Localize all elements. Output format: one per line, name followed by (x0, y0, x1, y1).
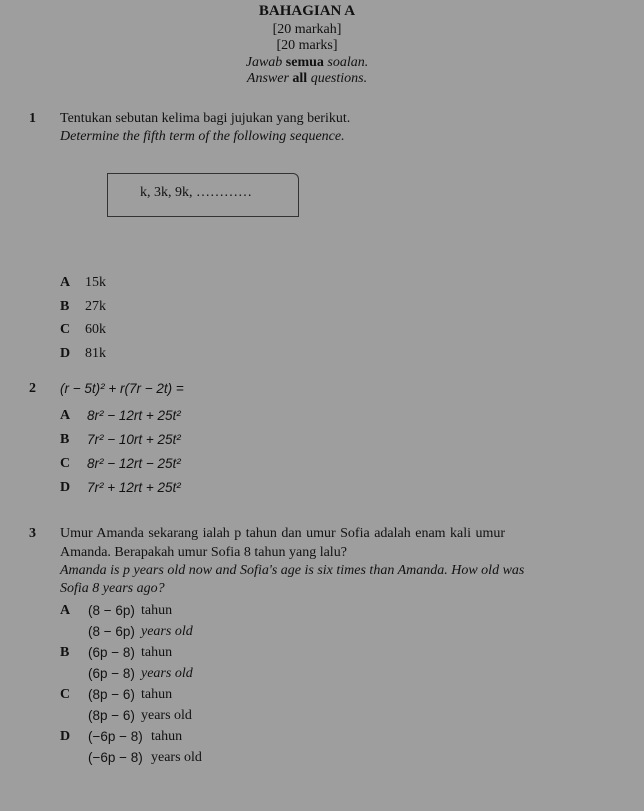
option-letter: B (60, 432, 70, 447)
option-text: 60k (85, 322, 106, 337)
option-expression: (−6p − 8) (88, 729, 143, 744)
option-unit-ms: tahun (141, 645, 173, 660)
option-letter: A (60, 408, 71, 423)
q1-number: 1 (29, 111, 36, 126)
instruction-ms: Jawab semua soalan. (245, 55, 369, 70)
q2-expression: (r − 5t)² + r(7r − 2t) = (60, 381, 184, 396)
option-unit-ms: tahun (141, 603, 173, 618)
option-letter: C (60, 456, 71, 471)
marks-ms: [20 markah] (272, 22, 342, 37)
option-expression-en: (8p − 6) (88, 708, 135, 723)
q1-text-en: Determine the fifth term of the following sequence. (60, 129, 345, 144)
option-text: 8r² − 12rt + 25t² (87, 408, 181, 423)
option-letter: A (60, 603, 71, 618)
option-letter: D (60, 345, 71, 361)
option-letter: C (60, 322, 71, 337)
option-text: 7r² + 12rt + 25t² (87, 480, 181, 495)
option-expression-en: (6p − 8) (88, 666, 135, 681)
option-letter: C (60, 687, 71, 702)
q3-number: 3 (29, 526, 36, 541)
option-unit-en: years old (141, 666, 193, 681)
q3-text-en-1: Amanda is p years old now and Sofia's age is six times than Amanda. How old was (60, 563, 525, 578)
option-expression: (8p − 6) (88, 687, 135, 702)
option-letter: D (60, 480, 71, 495)
option-unit-en: years old (141, 708, 192, 723)
option-unit-en: years old (151, 750, 202, 765)
q3-text-ms-2: Amanda. Berapakah umur Sofia 8 tahun yang lalu? (60, 545, 347, 560)
option-expression-en: (−6p − 8) (88, 750, 143, 765)
marks-en: [20 marks] (276, 38, 338, 53)
q1-text-ms: Tentukan sebutan kelima bagi jujukan yang berikut. (60, 111, 351, 126)
option-letter: A (60, 275, 71, 290)
option-unit-ms: tahun (141, 687, 173, 702)
option-text: 81k (85, 345, 106, 361)
option-expression-en: (8 − 6p) (88, 624, 135, 639)
option-unit-ms: tahun (151, 729, 183, 744)
option-expression: (6p − 8) (88, 645, 135, 660)
q2-number: 2 (29, 381, 36, 396)
q3-text-ms-1: Umur Amanda sekarang ialah p tahun dan umur Sofia adalah enam kali umur (60, 526, 506, 541)
option-expression: (8 − 6p) (88, 603, 135, 618)
option-unit-en: years old (141, 624, 193, 639)
option-letter: B (60, 298, 70, 314)
option-text: 8r² − 12rt − 25t² (87, 456, 181, 471)
option-letter: D (60, 729, 71, 744)
option-text: 27k (85, 298, 106, 314)
section-title: BAHAGIAN A (258, 3, 356, 19)
sequence: k, 3k, 9k, ………… (140, 185, 252, 200)
option-letter: B (60, 645, 70, 660)
instruction-en: Answer all questions. (246, 71, 368, 86)
option-text: 15k (85, 275, 106, 290)
option-text: 7r² − 10rt + 25t² (87, 432, 181, 447)
q3-text-en-2: Sofia 8 years ago? (60, 581, 165, 596)
